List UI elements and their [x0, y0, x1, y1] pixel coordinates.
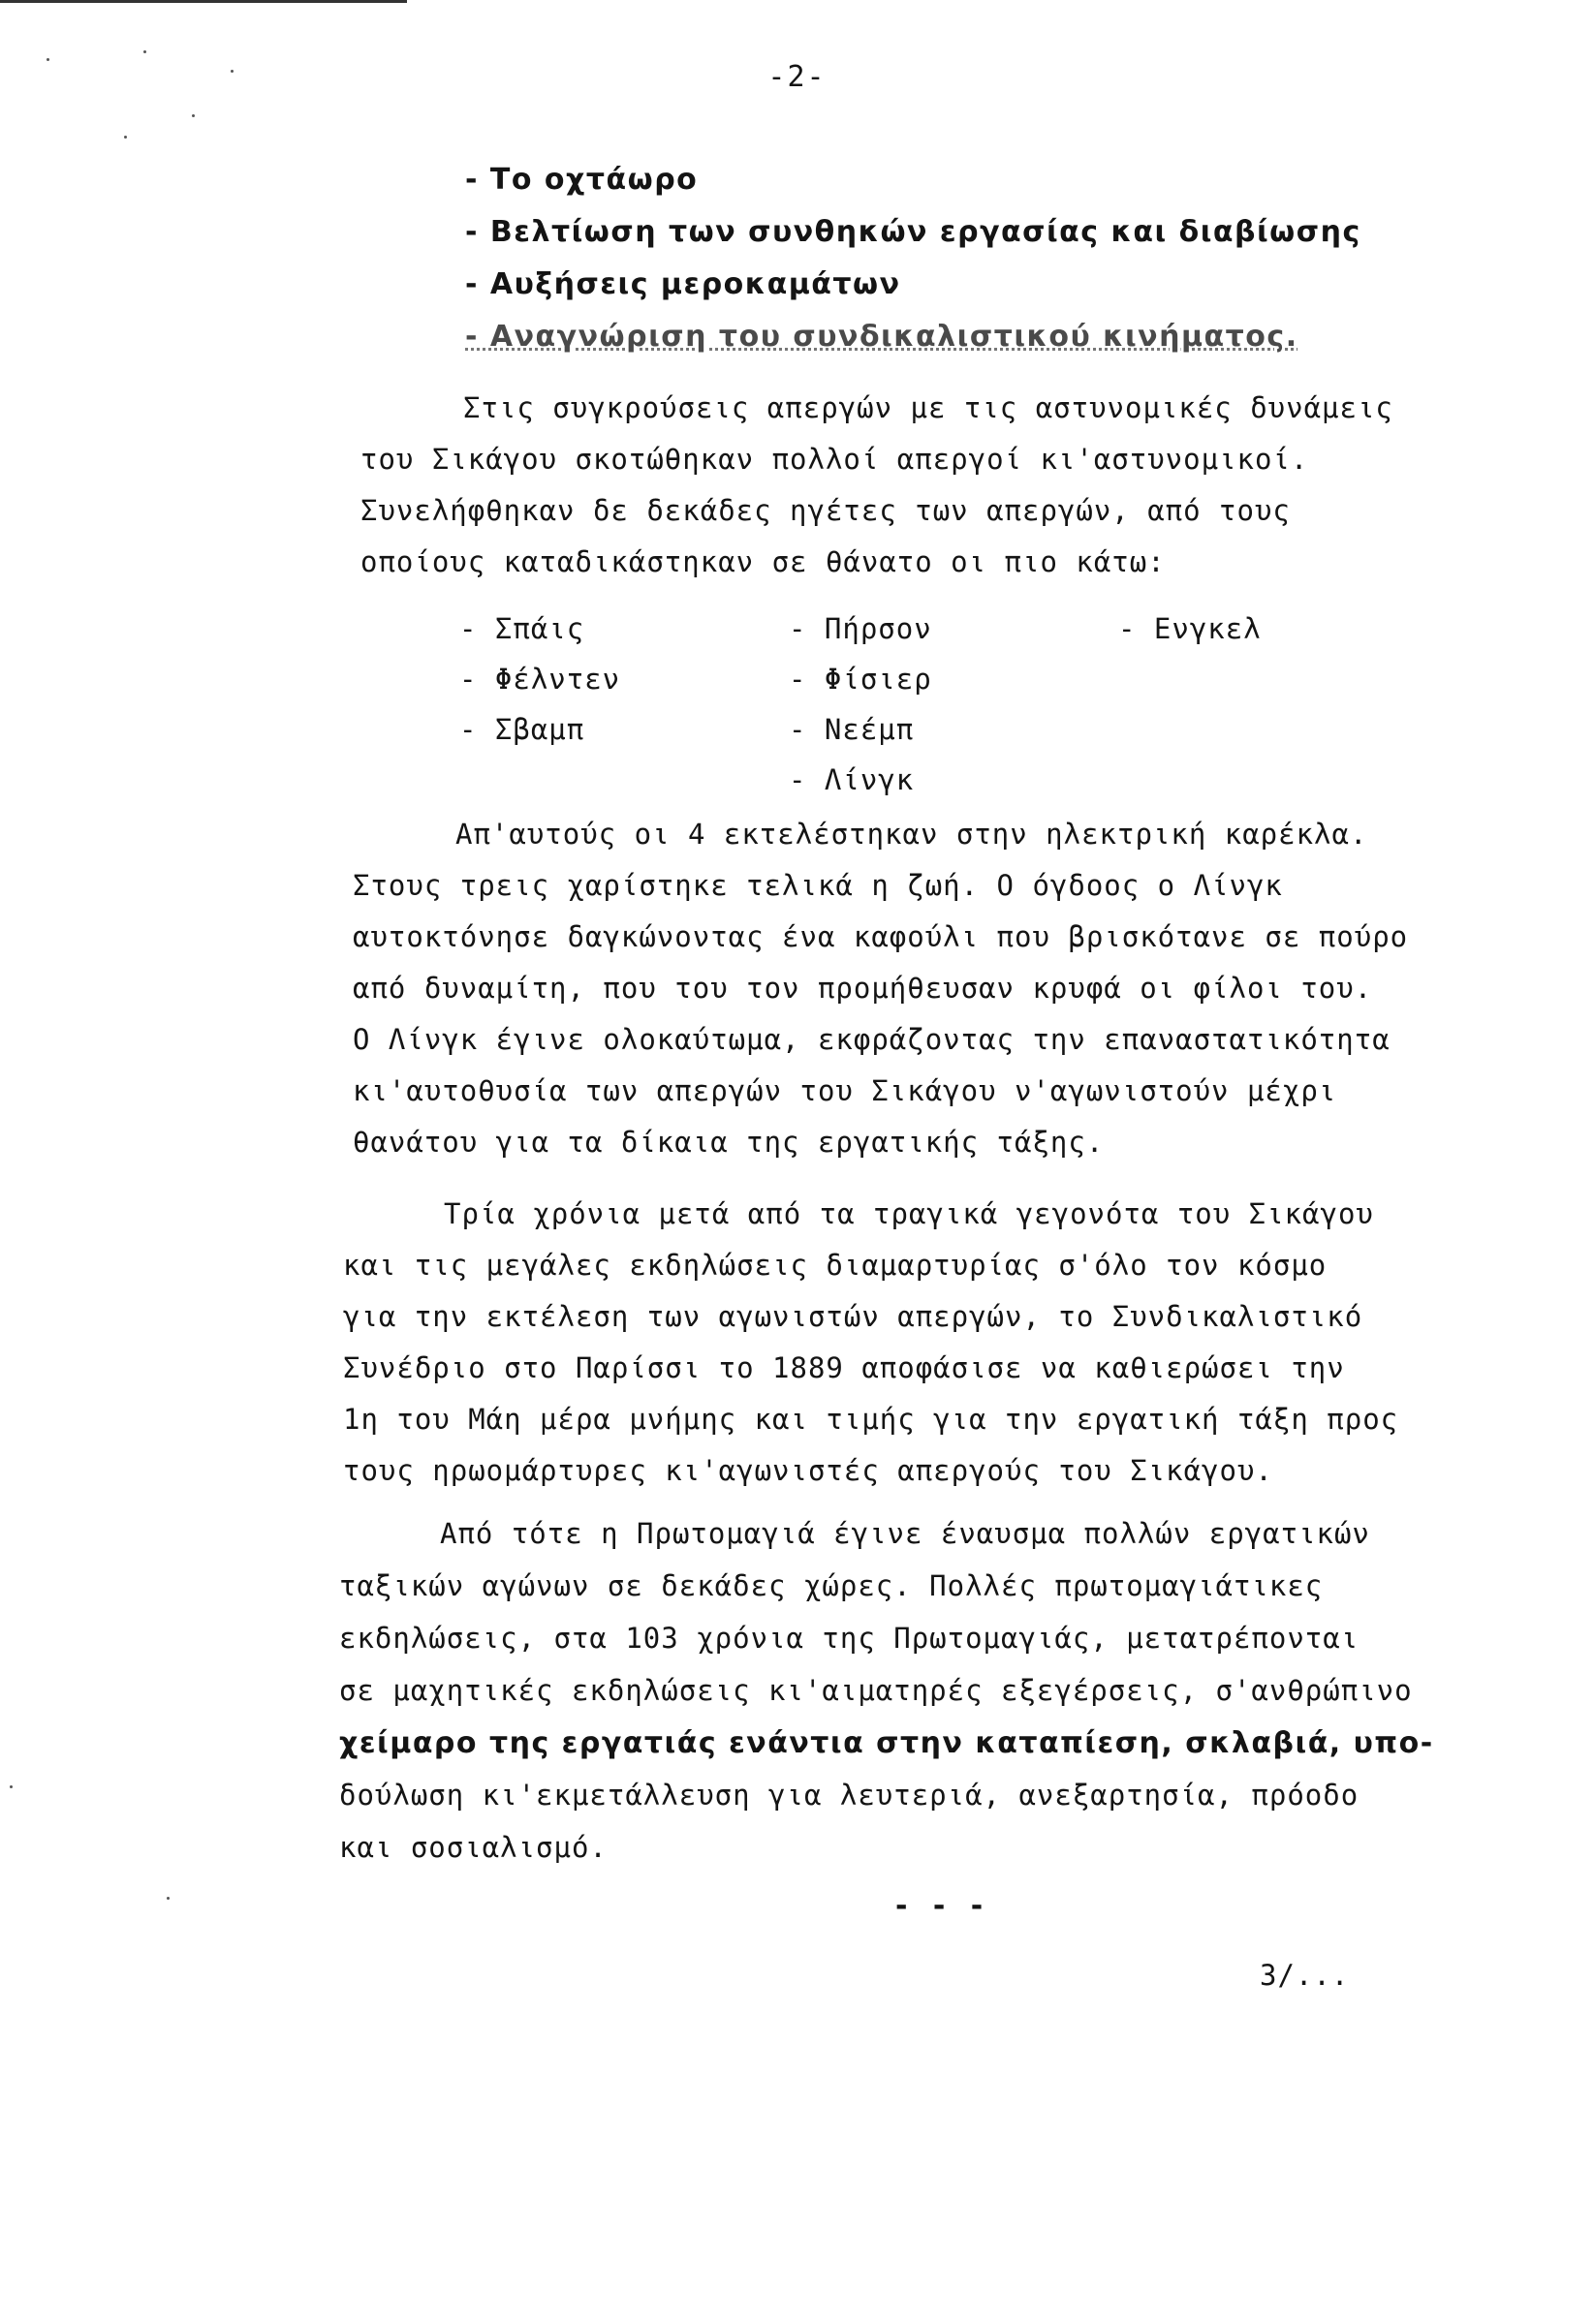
demand-item: - Βελτίωση των συνθηκών εργασίας και διαβίωσης [465, 215, 1361, 249]
paragraph-line: του Σικάγου σκοτώθηκαν πολλοί απεργοί κι'αστυνομικοί. [360, 443, 1309, 476]
name-item: - Σπάις [459, 612, 585, 645]
scan-speck [143, 50, 146, 53]
name-item: - Ενγκελ [1118, 612, 1262, 645]
paragraph-line: από δυναμίτη, που του τον προμήθευσαν κρυφά οι φίλοι του. [353, 972, 1373, 1005]
name-item: - Φίσιερ [789, 663, 932, 696]
name-item: - Λίνγκ [789, 763, 915, 796]
scan-edge-line [0, 0, 407, 3]
paragraph-line: και σοσιαλισμό. [339, 1831, 608, 1864]
name-item: - Πήρσον [789, 612, 932, 645]
paragraph-line: Συνελήφθηκαν δε δεκάδες ηγέτες των απεργών, από τους [360, 494, 1291, 527]
paragraph-line: Απ'αυτούς οι 4 εκτελέστηκαν στην ηλεκτρική καρέκλα. [455, 818, 1368, 851]
paragraph-line: τους ηρωομάρτυρες κι'αγωνιστές απεργούς του Σικάγου. [343, 1454, 1273, 1487]
paragraph-line: 1η του Μάη μέρα μνήμης και τιμής για την εργατική τάξη προς [343, 1403, 1399, 1436]
paragraph-line: Από τότε η Πρωτομαγιά έγινε έναυσμα πολλών εργατικών [440, 1517, 1370, 1550]
paragraph-line: και τις μεγάλες εκδηλώσεις διαμαρτυρίας σ'όλο τον κόσμο [343, 1249, 1328, 1282]
paragraph-line: δούλωση κι'εκμετάλλευση για λευτεριά, ανεξαρτησία, πρόοδο [339, 1779, 1360, 1812]
page-number: -2- [767, 60, 827, 94]
scan-speck [10, 1785, 13, 1788]
paragraph-line: Τρία χρόνια μετά από τα τραγικά γεγονότα του Σικάγου [444, 1197, 1374, 1230]
paragraph-line: χείμαρο της εργατιάς ενάντια στην καταπίεση, σκλαβιά, υπο- [339, 1726, 1434, 1760]
paragraph-line: Στους τρεις χαρίστηκε τελικά η ζωή. Ο όγδοος ο Λίνγκ [353, 869, 1283, 902]
paragraph-line: οποίους καταδικάστηκαν σε θάνατο οι πιο κάτω: [360, 545, 1166, 578]
name-item: - Σβαμπ [459, 713, 585, 746]
name-item: - Νεέμπ [789, 713, 915, 746]
name-item: - Φέλντεν [459, 663, 621, 696]
paragraph-line: αυτοκτόνησε δαγκώνοντας ένα καφούλι που βρισκότανε σε πούρο [353, 920, 1409, 953]
paragraph-line: θανάτου για τα δίκαια της εργατικής τάξης. [353, 1126, 1105, 1159]
paragraph-line: κι'αυτοθυσία των απεργών του Σικάγου ν'αγωνιστούν μέχρι [353, 1074, 1337, 1107]
paragraph-line: εκδηλώσεις, στα 103 χρόνια της Πρωτομαγιάς, μετατρέπονται [339, 1622, 1360, 1655]
paragraph-line: για την εκτέλεση των αγωνιστών απεργών, το Συνδικαλιστικό [343, 1300, 1363, 1333]
demand-item: - Το οχτάωρο [465, 163, 699, 197]
demand-item: - Αναγνώριση του συνδικαλιστικού κινήματος. [465, 320, 1298, 354]
paragraph-line: ταξικών αγώνων σε δεκάδες χώρες. Πολλές πρωτομαγιάτικες [339, 1569, 1324, 1602]
paragraph-line: Στις συγκρούσεις απεργών με τις αστυνομικές δυνάμεις [463, 391, 1393, 424]
scan-speck [124, 136, 127, 139]
continuation-marker: 3/... [1260, 1959, 1350, 1992]
scan-speck [167, 1897, 170, 1900]
demand-item: - Αυξήσεις μεροκαμάτων [465, 267, 901, 301]
scan-speck [192, 114, 195, 117]
paragraph-line: Συνέδριο στο Παρίσσι το 1889 αποφάσισε να καθιερώσει την [343, 1351, 1345, 1384]
paragraph-line: Ο Λίνγκ έγινε ολοκαύτωμα, εκφράζοντας την επαναστατικότητα [353, 1023, 1391, 1056]
section-separator: - - - [895, 1889, 991, 1923]
paragraph-line: σε μαχητικές εκδηλώσεις κι'αιματηρές εξεγέρσεις, σ'ανθρώπινο [339, 1674, 1413, 1707]
